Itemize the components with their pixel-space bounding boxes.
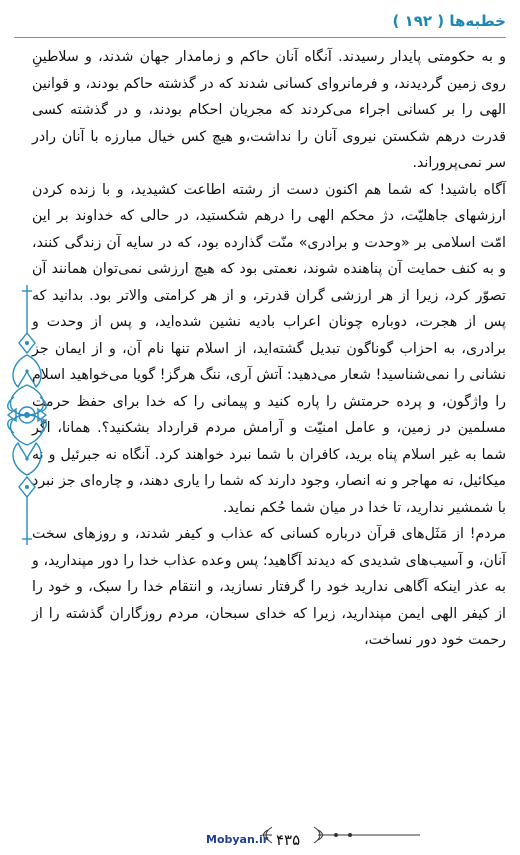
site-watermark: Mobyan.ir	[206, 833, 269, 846]
page-number: ۴۳۵	[276, 831, 301, 849]
chapter-header: خطبه‌ها ( ۱۹۲ )	[392, 12, 506, 30]
main-text	[32, 44, 506, 654]
page-footer	[0, 821, 520, 851]
paragraph-2: آگاه باشید! که شما هم اکنون دست از رشته اطاعت کشیدید، و با زنده کردن ارزشهای جاهلیّت، دژ محکم الهی را درهم شکستید، در حالی که خداوند بر این امّت اسلامی بر «وحدت و برادری» منّت گذارده بود، که در سایه آن زندگی کنند، و به کنف حمایت آن پناهنده شوند، نعمتی بود که هیچ ارزشی نمی‌توان همانند آن تصوّر کرد، زیرا از هر ارزشی گران قدرتر، و از هر کرامتی والاتر بود. بدانید که پس از هجرت، دوباره چونان اعراب بادیه نشین شده‌اید، و پس از وحدت و برادری، به احزاب گوناگون تبدیل گشته‌اید، از اسلام تنها نام آن، و از ایمان جز نشانی را نمی‌شناسید! شعار می‌دهید: آتش آری، ننگ هرگز! گویا می‌خواهید اسلام را واژگون، و پرده حرمتش را پاره کنید و پیمانی را که خدا برای حفظ حرمت مسلمین در زمین، و عامل امنیّت و آرامش مردم قرارداد بشکنید؟. همانا، اگر شما به غیر اسلام پناه برید، کافران با شما نبرد خواهند کرد. آنگاه نه جبرئیل و نه میکائیل، نه مهاجر و نه انصار، وجود دارند که شما را یاری دهند، و چاره‌ای جز نبرد با شمشیر ندارید، تا خدا در میان شما حُکم نماید.	[32, 181, 506, 516]
arabesque-ornament-icon	[4, 285, 50, 545]
paragraph-3: مردم! از مَثَل‌های قرآن درباره کسانی که عذاب و کیفر شدند، و روزهای سخت آنان، و آسیب‌های شدیدی که دیدند آگاهید؛ پس وعده عذاب خدا را دور مپندارید، و به عذر اینکه آگاهی ندارید خود را گرفتار نسازید، و انتقام خدا را سبک، و خود را از کیفر الهی ایمن مپندارید، زیرا که خدای سبحان، مردم روزگاران گذشته را از رحمت خود دور نساخت،	[32, 526, 506, 648]
paragraph-1: و به حکومتی پایدار رسیدند. آنگاه آنان حاکم و زمامدار جهان شدند، و سلاطینِ روی زمین گردیدند، و فرمانروای کسانی شدند که در گذشته حاکم بودند، و قوانین الهی را بر کسانی اجراء می‌کردند که مجریان احکام بودند، و در گذشته کسی قدرت درهم شکستن نیروی آنان را نداشت،و هیچ کس خیال مبارزه با آنان رادر سر نمی‌پروراند.	[32, 49, 506, 171]
header-divider	[14, 37, 506, 38]
